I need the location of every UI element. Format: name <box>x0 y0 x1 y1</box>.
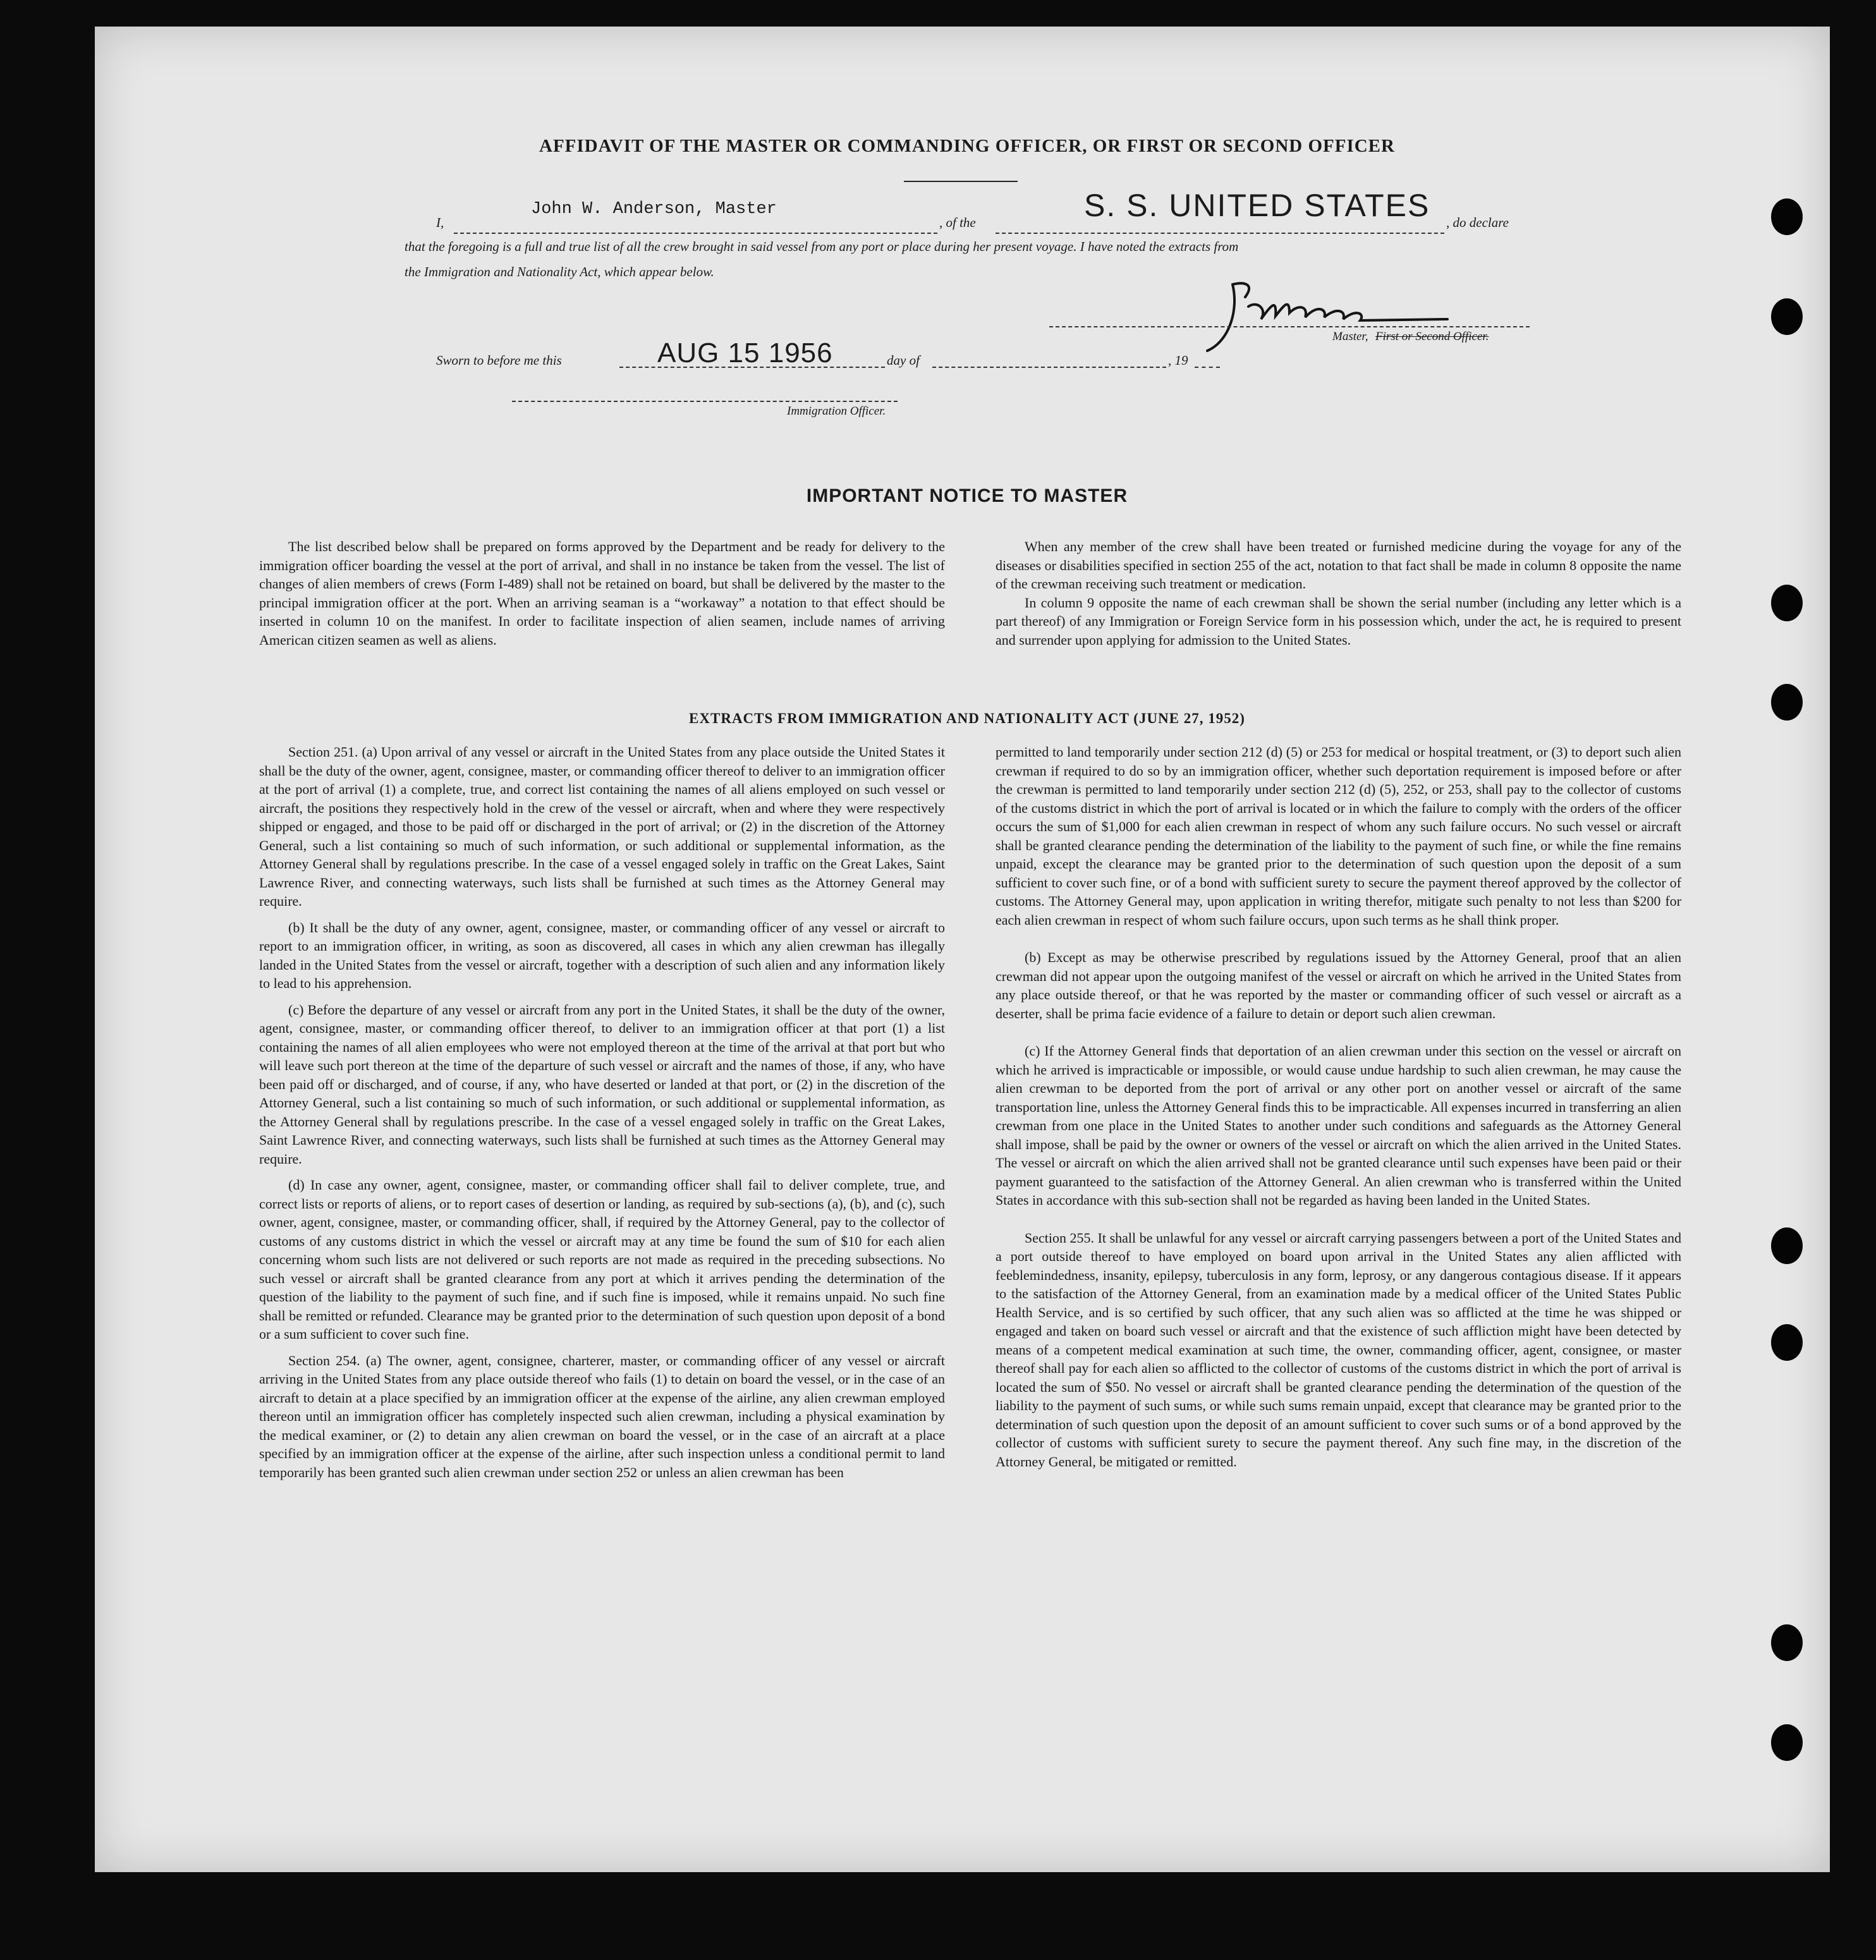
binder-hole <box>1771 1324 1803 1361</box>
notice-right-paragraph-2: In column 9 opposite the name of each crewman shall be shown the serial number (including any letter which is a part thereof) of any Immigration or Foreign Service form in his possession which, under the act, he is required to present and surrender upon applying for admission to the United States. <box>996 594 1681 648</box>
section-255: Section 255. It shall be unlawful for any vessel or aircraft carrying passengers between a port of the United States and a port outside thereof to have employed on board upon arrival in the United States any alien afflicted with feeblemindedness, insanity, epilepsy, tuberculosis in any form, leprosy, or any dangerous contagious disease. If it appears to the satisfaction of the Attorney General, from an examination made by a medical officer of the United States Public Health Service, and is so certified by such officer, that any such alien was so afflicted at the time he was shipped or engaged and taken on board such vessel or aircraft and that the existence of such affliction might have been detected by means of a competent medical examination at such time, the owner, commanding officer, agent, consignee, or master thereof shall pay for each alien so afflicted to the collector of customs of the customs district in which the port of arrival is located the sum of $50. No vessel or aircraft shall be granted clearance pending the determination of the question of the liability to the payment of such sums, or while such sums remain unpaid, except that clearance may be granted prior to the determination of such question upon the deposit of an amount sufficient to cover such sums or of a bond approved by the collector of customs with sufficient surety to secure the payment thereof. Any such fine may, in the discretion of the Attorney General, be mitigated or remitted. <box>996 1229 1681 1470</box>
binder-hole <box>1771 1624 1803 1661</box>
binder-hole <box>1771 298 1803 335</box>
notice-left-paragraph: The list described below shall be prepared on forms approved by the Department and be ready for delivery to the immigration officer boarding the vessel at the port of arrival, and shall in no instance be taken from the vessel. The list of changes of alien members of crews (Form I-489) shall not be retained on board, but shall be delivered by the master to the principal immigration officer at the port. When an arriving seaman is a “workaway” a notation to that effect should be inserted in column 10 on the manifest. In order to facilitate inspection of alien seamen, include names of arriving American citizen seamen as well as aliens. <box>259 539 945 648</box>
notice-title: IMPORTANT NOTICE TO MASTER <box>806 485 1128 506</box>
immigration-officer-label: Immigration Officer. <box>787 405 886 418</box>
binder-hole <box>1771 1724 1803 1761</box>
affidavit-title: AFFIDAVIT OF THE MASTER OR COMMANDING OFFICER, OR FIRST OR SECOND OFFICER <box>539 136 1395 156</box>
declarant-name: John W. Anderson, Master <box>531 200 777 219</box>
section-251-d: (d) In case any owner, agent, consignee, master, or commanding officer shall fail to deliver complete, true, and correct lists or reports of aliens, or to report cases of desertion or landing, as required by sub-sections (a), (b), and (c), such owner, agent, consignee, master, or commanding officer, shall, if required by the Attorney General, pay to the collector of customs of any customs district in which the vessel or aircraft may at any time be found the sum of $10 for each alien concerning whom such lists are not delivered or such reports are not made as required in the preceding subsections. No such vessel or aircraft shall be granted clearance from any port at which it arrives pending the determination of the question of the liability to the payment of such fine, and if such fine is imposed, while it remains unpaid. No such fine shall be remitted or refunded. Clearance may be granted prior to the determination of such question upon deposit of a bond or a sum sufficient to cover such fine. <box>259 1177 945 1342</box>
do-declare-label: , do declare <box>1446 215 1509 230</box>
vessel-name-line <box>996 233 1444 234</box>
statement-line-2: the Immigration and Nationality Act, which appear below. <box>405 264 714 279</box>
section-251-b: (b) It shall be the duty of any owner, agent, consignee, master, or commanding officer of any vessel or aircraft to report to an immigration officer, in writing, as soon as discovered, all cases in which any alien crewman has illegally landed in the United States from the vessel or aircraft, together with a description of such alien and any information likely to lead to his apprehension. <box>259 919 945 991</box>
binder-hole <box>1771 198 1803 235</box>
extracts-right-column <box>996 743 1681 1471</box>
sworn-date-stamp: AUG 15 1956 <box>657 338 833 368</box>
statement-line-1: that the foregoing is a full and true list of all the crew brought in said vessel from any port or place during her present voyage. I have noted the extracts from <box>405 239 1239 254</box>
year-line <box>1195 367 1220 368</box>
section-254-b: (b) Except as may be otherwise prescribed by regulations issued by the Attorney General, proof that an alien crewman did not appear upon the outgoing manifest of the vessel or aircraft on which he arrived in the United States from any place outside thereof, or that he was reported by the master or commanding officer of such vessel or aircraft as a deserter, shall be prima facie evidence of a failure to detain or deport such alien crewman. <box>996 949 1681 1021</box>
extracts-left-column <box>259 743 945 1482</box>
section-251-c: (c) Before the departure of any vessel or aircraft from any port in the United States, it shall be the duty of the owner, agent, consignee, master, or commanding officer thereof, to deliver to an immigration officer at that port (1) a list containing the names of all alien employees who were not employed thereon at the time of the arrival at that port but who will leave such port thereon at the time of the departure of such vessel or aircraft and the names of those, if any, who have been paid off or discharged, and of course, if any, who have deserted or landed at that port, or (2) in the discretion of the Attorney General, such a list containing so much of such information, or such additional or supplemental information, as the Attorney General shall by regulations prescribe. In the case of a vessel engaged solely in traffic on the Great Lakes, Saint Lawrence River, and connecting waterways, such lists shall be furnished at such times as the Attorney General may require. <box>259 1001 945 1167</box>
declarant-name-line <box>454 233 937 234</box>
title-underline <box>904 181 1018 182</box>
section-251-a: Section 251. (a) Upon arrival of any vessel or aircraft in the United States from any place outside the United States it shall be the duty of the owner, agent, consignee, master, or commanding officer thereof to deliver to an immigration officer at the port of arrival (1) a complete, true, and correct list containing the names of all aliens employed on such vessel or aircraft, the positions they respectively hold in the crew of the vessel or aircraft, when and where they were respectively shipped or engaged, and those to be paid off or discharged in the port of arrival; or (2) in the discretion of the Attorney General, such a list containing so much of such information, or such additional or supplemental information, as the Attorney General shall by regulations prescribe. In the case of a vessel engaged solely in traffic on the Great Lakes, Saint Lawrence River, and connecting waterways, such lists shall be furnished at such times as the Attorney General may require. <box>259 744 945 909</box>
extracts-title: EXTRACTS FROM IMMIGRATION AND NATIONALITY ACT (JUNE 27, 1952) <box>689 710 1245 726</box>
section-254-a-continued: permitted to land temporarily under section 212 (d) (5) or 253 for medical or hospital treatment, or (3) to deport such alien crewman if required to do so by an immigration officer, whether such deportation requirement is imposed before or after the crewman is permitted to land temporarily under section 212 (d) (5), 252, or 253, shall pay to the collector of customs of the customs district in which the port of arrival is located or in which the failure to comply with the orders of the officer occurs the sum of $1,000 for each alien crewman in respect of whom any such failure occurs. No such vessel or aircraft shall be granted clearance pending the determination of the liability to the payment of such fine, or while the fine remains unpaid, except the clearance may be granted prior to the determination of such question upon the deposit of a sum sufficient to cover such fine, or of a bond with sufficient surety to secure the payment thereof approved by the collector of customs. The Attorney General may, upon application in writing therefor, mitigate such penalty to not less than $200 for each alien crewman in respect of whom such failure occurs, upon such terms as he shall think proper. <box>996 744 1681 928</box>
day-of-label: day of <box>887 353 920 368</box>
signer-title-master: Master, <box>1332 330 1368 343</box>
signer-title-struck: First or Second Officer. <box>1375 330 1489 343</box>
signature-line <box>1049 326 1530 327</box>
vessel-name: S. S. UNITED STATES <box>1084 188 1430 223</box>
notice-right-paragraph-1: When any member of the crew shall have been treated or furnished medicine during the voyage for any of the diseases or disabilities specified in section 255 of the act, notation to that fact shall be made in column 8 opposite the name of the crewman receiving such treatment or medication. <box>996 539 1681 592</box>
binder-hole <box>1771 1227 1803 1264</box>
notice-left-column <box>259 537 945 649</box>
binder-hole <box>1771 684 1803 721</box>
month-line <box>932 367 1166 368</box>
notice-right-column <box>996 537 1681 649</box>
of-the-label: , of the <box>939 215 976 230</box>
immigration-officer-line <box>512 401 898 402</box>
year-prefix-label: , 19 <box>1168 353 1188 368</box>
section-254-c: (c) If the Attorney General finds that deportation of an alien crewman under this section on the vessel or aircraft on which he arrived is impracticable or impossible, or would cause undue hardship to such alien crewman, he may cause the alien crewman to be deported from the port of arrival or any other port on another vessel or aircraft of the same transportation line, unless the Attorney General finds this to be impracticable. All expenses incurred in transferring an alien crewman from one place in the United States to another under such conditions and safeguards as the Attorney General shall impose, shall be paid by the owner or owners of the vessel or aircraft on which the alien arrived in the United States. The vessel or aircraft on which the alien arrived shall not be granted clearance until such expenses have been paid or their payment guaranteed to the satisfaction of the Attorney General. An alien crewman who is transferred within the United States in accordance with this sub-section shall not be regarded as having been landed in the United States. <box>996 1043 1681 1208</box>
binder-hole <box>1771 585 1803 621</box>
declare-i-label: I, <box>436 215 444 230</box>
sworn-prefix-label: Sworn to before me this <box>436 353 562 368</box>
section-254-a: Section 254. (a) The owner, agent, consignee, charterer, master, or commanding officer of any vessel or aircraft arriving in the United States from any place outside thereof who fails (1) to detain on board the vessel, or in the case of an aircraft to detain at a place specified by an immigration officer at the expense of the airline, any alien crewman employed thereon until an immigration officer has completely inspected such alien crewman, including a physical examination by the medical examiner, or (2) to detain any alien crewman on board the vessel, or in the case of an aircraft at a place specified by an immigration officer at the expense of the airline, after such inspection unless a conditional permit to land temporarily has been granted such alien crewman under section 252 or unless an alien crewman has been <box>259 1352 945 1480</box>
